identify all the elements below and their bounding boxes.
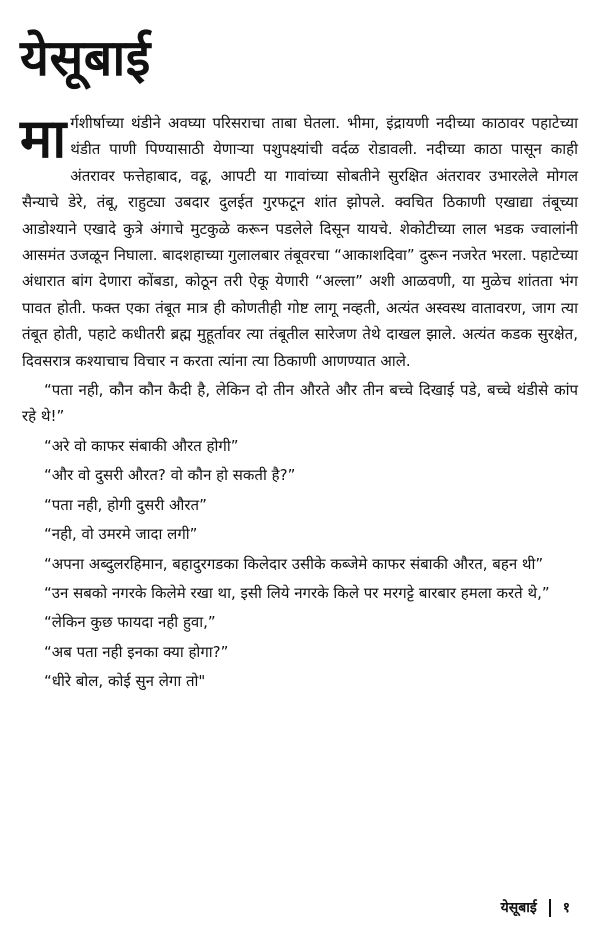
- page-footer: [501, 898, 570, 917]
- dialogue-line: “और वो दुसरी औरत? वो कौन हो सकती है?”: [44, 466, 296, 485]
- dialogue-line: “लेकिन कुछ फायदा नही हुवा,”: [44, 613, 216, 632]
- dialogue-line: “अब पता नही इनका क्या होगा?”: [44, 642, 229, 661]
- chapter-body: [20, 107, 578, 695]
- footer-divider: [549, 899, 551, 917]
- opening-paragraph: [20, 107, 578, 374]
- dialogue-line: “अरे वो काफर संबाकी औरत होगी”: [44, 436, 239, 455]
- dialogue-line: “धीरे बोल, कोई सुन लेगा तो": [44, 672, 206, 691]
- dialogue-line: “नही, वो उमरमे जादा लगी”: [44, 525, 198, 544]
- dialogue-line: “अपना अब्दुलरहिमान, बहादुरगडका किलेदार उसीके कब्जेमे काफर संबाकी औरत, बहन थी”: [44, 554, 544, 573]
- running-title: येसूबाई: [500, 900, 537, 916]
- dialogue-line: “उन सबको नगरके किलेमे रखा था, इसी लिये नगरके किले पर मरगट्टे बारबार हमला करते थे,”: [44, 583, 550, 602]
- page-number: १: [562, 900, 570, 916]
- dialogue-line: “पता नही, कौन कौन कैदी है, लेकिन दो तीन औरते और तीन बच्चे दिखाई पडे, बच्चे थंडीसे कांप रहे थे!”: [22, 381, 578, 426]
- dialogue-line: “पता नही, होगी दुसरी औरत”: [44, 495, 207, 514]
- chapter-title: येसूबाई: [20, 29, 151, 87]
- drop-cap: मा: [20, 107, 67, 170]
- opening-text: र्गशीर्षाच्या थंडीने अवघ्या परिसराचा ताबा घेतला. भीमा, इंद्रायणी नदीच्या काठावर पहाटेच्या थंडीत पाणी पिण्यासाठी येणाऱ्या पशुपक्ष्यांची वर्दळ रोडावली. नदीच्या काठा पासून काही अंतरावर फत्तेहाबाद, वढू, आपटी या गावांच्या सोबतीने सुरक्षित अंतरावर उभारलेले मोगल सैन्याचे डेरे, तंबू, राहुट्या उबदार दुलईत गुरफटून शांत झोपले. क्वचित ठिकाणी एखाद्या तंबूच्या आडोश्याने एखादे कुत्रे अंगाचे मुटकुळे करून पडलेले दिसून यायचे. शेकोटीच्या लाल भडक ज्वालांनी आसमंत उजळून निघाला. बादशहाच्या गुलालबार तंबूवरचा “आकाशदिवा” दुरून नजरेत भरला. पहाटेच्या अंधारात बांग देणारा कोंबडा, कोठून तरी ऐकू येणारी “अल्ला” अशी आळवणी, या मुळेच शांतता भंग पावत होती. फक्त एका तंबूत मात्र ही कोणतीही गोष्ट लागू नव्हती, अत्यंत अस्वस्थ वातावरण, जाग त्या तंबूत होती, पहाटे कधीतरी ब्रह्म मुहूर्तावर त्या तंबूतील सारेजण तेथे दाखल झाले. अत्यंत कडक सुरक्षेत, दिवसरात्र कश्याचाच विचार न करता त्यांना त्या ठिकाणी आणण्यात आले.: [22, 114, 578, 370]
